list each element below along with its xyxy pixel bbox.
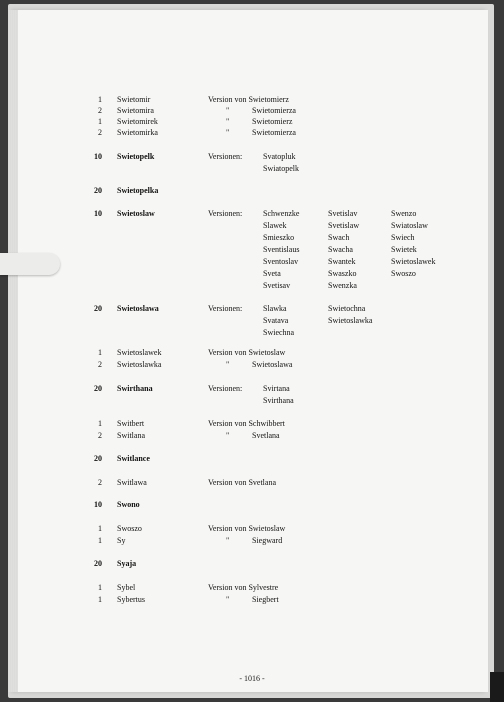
entry-version-label: Version von Schwibbert bbox=[208, 419, 285, 428]
entry-variant-1: Svirthana bbox=[263, 396, 294, 405]
entry-variant-1: Swiatopelk bbox=[263, 164, 299, 173]
entry-variant-3: Swenzo bbox=[391, 209, 417, 218]
entry-version-label: " bbox=[226, 128, 230, 137]
entry-name: Sybertus bbox=[117, 595, 145, 604]
entry-number: 2 bbox=[98, 478, 102, 487]
entry-variant-1: Swietomierz bbox=[252, 117, 293, 126]
entry-version-label: Version von Swietoslaw bbox=[208, 524, 286, 533]
entry-version-label: Versionen: bbox=[208, 384, 243, 393]
entry-variant-2: Swantek bbox=[328, 257, 356, 266]
entry-number: 10 bbox=[94, 152, 102, 161]
entry-variant-1: Swiechna bbox=[263, 328, 295, 337]
entry-name: Swietomirek bbox=[117, 117, 158, 126]
entry-version-label: Version von Swietoslaw bbox=[208, 348, 286, 357]
entry-variant-1: Schwenzke bbox=[263, 209, 300, 218]
entry-name: Swono bbox=[117, 500, 140, 509]
entry-version-label: Version von Sylvestre bbox=[208, 583, 279, 592]
entry-number: 1 bbox=[98, 583, 102, 592]
entry-name: Switbert bbox=[117, 419, 145, 428]
entry-name: Switlawa bbox=[117, 478, 147, 487]
entry-number: 2 bbox=[98, 106, 102, 115]
entry-variant-1: Swietoslawa bbox=[252, 360, 293, 369]
entry-version-label: " bbox=[226, 595, 230, 604]
entry-name: Sy bbox=[117, 536, 126, 545]
entry-variant-1: Swietomierza bbox=[252, 106, 296, 115]
entry-name: Swirthana bbox=[117, 384, 153, 393]
entry-variant-1: Sventislaus bbox=[263, 245, 300, 254]
entry-name: Swietopelk bbox=[117, 152, 155, 161]
entry-name: Swietomir bbox=[117, 95, 151, 104]
entry-variant-2: Swach bbox=[328, 233, 350, 242]
entry-name: Swietopelka bbox=[117, 186, 159, 195]
entry-version-label: " bbox=[226, 117, 230, 126]
page-edges bbox=[8, 10, 18, 692]
entry-number: 20 bbox=[94, 304, 102, 313]
entry-number: 1 bbox=[98, 536, 102, 545]
entry-variant-2: Swietochna bbox=[328, 304, 366, 313]
entry-name: Swietoslawka bbox=[117, 360, 162, 369]
entry-version-label: " bbox=[226, 536, 230, 545]
entry-name: Swietoslawa bbox=[117, 304, 159, 313]
entry-version-label: " bbox=[226, 106, 230, 115]
entry-variant-1: Svatopluk bbox=[263, 152, 296, 161]
entry-number: 10 bbox=[94, 209, 102, 218]
bookmark-tab bbox=[0, 253, 60, 275]
entry-number: 2 bbox=[98, 360, 102, 369]
entry-variant-3: Swietoslawek bbox=[391, 257, 436, 266]
entry-variant-1: Slawka bbox=[263, 304, 287, 313]
entry-number: 1 bbox=[98, 95, 102, 104]
entry-number: 2 bbox=[98, 431, 102, 440]
entry-variant-1: Siegward bbox=[252, 536, 283, 545]
entry-variant-2: Swietoslawka bbox=[328, 316, 373, 325]
entry-version-label: Versionen: bbox=[208, 152, 243, 161]
entry-number: 20 bbox=[94, 454, 102, 463]
entry-variant-1: Sveta bbox=[263, 269, 281, 278]
entry-version-label: Versionen: bbox=[208, 209, 243, 218]
entry-variant-2: Swacha bbox=[328, 245, 353, 254]
entry-name: Swietomira bbox=[117, 106, 154, 115]
entry-variant-3: Swoszo bbox=[391, 269, 416, 278]
entry-version-label: Version von Swietomierz bbox=[208, 95, 289, 104]
entry-version-label: " bbox=[226, 431, 230, 440]
entry-number: 20 bbox=[94, 384, 102, 393]
entry-number: 1 bbox=[98, 348, 102, 357]
entry-version-label: Version von Svetlana bbox=[208, 478, 276, 487]
entry-number: 1 bbox=[98, 419, 102, 428]
entry-number: 2 bbox=[98, 128, 102, 137]
entry-number: 10 bbox=[94, 500, 102, 509]
entry-number: 1 bbox=[98, 524, 102, 533]
entry-number: 1 bbox=[98, 595, 102, 604]
entry-name: Swietomirka bbox=[117, 128, 158, 137]
entry-variant-1: Sventoslav bbox=[263, 257, 299, 266]
entry-name: Swietoslaw bbox=[117, 209, 155, 218]
entry-number: 20 bbox=[94, 186, 102, 195]
entry-variant-3: Swietek bbox=[391, 245, 417, 254]
entry-name: Switlana bbox=[117, 431, 145, 440]
entry-version-label: Versionen: bbox=[208, 304, 243, 313]
entry-variant-1: Svatava bbox=[263, 316, 289, 325]
entry-number: 20 bbox=[94, 559, 102, 568]
entry-name: Switlance bbox=[117, 454, 150, 463]
entry-variant-2: Svetislav bbox=[328, 209, 358, 218]
entry-name: Sybel bbox=[117, 583, 136, 592]
entry-variant-3: Swiech bbox=[391, 233, 415, 242]
corner-shadow bbox=[490, 672, 504, 702]
entry-variant-1: Swietomierza bbox=[252, 128, 296, 137]
entry-name: Syaja bbox=[117, 559, 137, 568]
entry-variant-1: Svetlana bbox=[252, 431, 280, 440]
entry-variant-1: Smieszko bbox=[263, 233, 295, 242]
entry-variant-1: Svetisav bbox=[263, 281, 291, 290]
entry-variant-2: Svetislaw bbox=[328, 221, 360, 230]
entry-variant-1: Siegbert bbox=[252, 595, 279, 604]
entry-variant-1: Svirtana bbox=[263, 384, 290, 393]
entry-number: 1 bbox=[98, 117, 102, 126]
entry-name: Swietoslawek bbox=[117, 348, 162, 357]
entry-name: Swoszo bbox=[117, 524, 142, 533]
page-number: - 1016 - bbox=[239, 674, 265, 683]
entry-variant-2: Swenzka bbox=[328, 281, 357, 290]
entry-variant-1: Slawek bbox=[263, 221, 287, 230]
entry-variant-2: Swaszko bbox=[328, 269, 357, 278]
entry-variant-3: Swiatoslaw bbox=[391, 221, 428, 230]
entry-version-label: " bbox=[226, 360, 230, 369]
